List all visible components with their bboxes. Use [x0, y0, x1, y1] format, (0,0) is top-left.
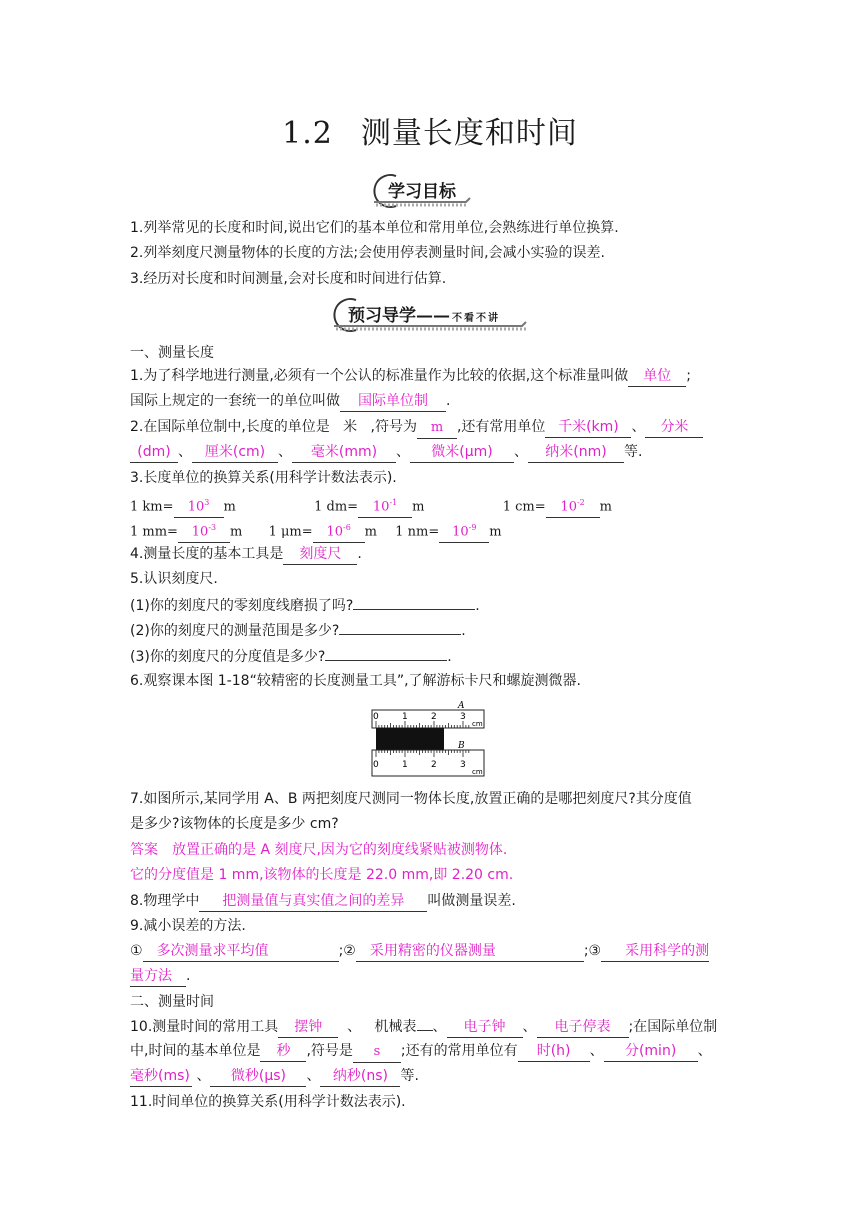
q8-text: 叫做测量误差. — [427, 893, 516, 909]
ruler-a-label: A — [458, 701, 465, 711]
q2-end: 等. — [624, 444, 643, 460]
ruler-tick-label: 2 — [431, 712, 437, 722]
empty-blank — [339, 620, 461, 635]
q2-text: ,还有常用单位 — [456, 419, 546, 435]
question-7-cont: 是多少?该物体的长度是多少 cm? — [130, 816, 339, 832]
conv-base: 10 — [326, 524, 344, 540]
conv-base: 10 — [452, 524, 469, 540]
conv-base: 10 — [560, 499, 577, 515]
answer-7: 答案 放置正确的是 A 刻度尺,因为它的刻度线紧贴被测物体. — [130, 842, 508, 858]
q10-tool: 机械表 — [374, 1019, 417, 1035]
conv-exp: -2 — [576, 498, 585, 507]
question-3: 3.长度单位的换算关系(用科学计数法表示). — [130, 470, 397, 486]
conv-answer — [546, 493, 600, 518]
conv-pre: 1 mm= — [130, 524, 178, 540]
section-heading: 二、测量时间 — [130, 994, 214, 1010]
question-5c: (3)你的刻度尺的分度值是多少? . — [130, 646, 452, 667]
answer-blank: 国际单位制 — [340, 391, 446, 412]
answer-blank: m — [417, 418, 457, 439]
answer-blank: 毫秒(ms) — [130, 1066, 192, 1087]
conv-pre: 1 μm= — [268, 524, 313, 540]
conv-exp: 3 — [204, 498, 210, 507]
title-number: 1.2 — [282, 116, 333, 151]
question-7: 7.如图所示,某同学用 A、B 两把刻度尺测同一物体长度,放置正确的是哪把刻度尺?其分度值 — [130, 791, 692, 807]
goal-item: 1.列举常见的长度和时间,说出它们的基本单位和常用单位,会熟练进行单位换算. — [130, 220, 619, 236]
conv-pre: 1 nm= — [395, 524, 440, 540]
conv-answer — [174, 493, 224, 518]
section-heading: 一、测量长度 — [130, 345, 214, 361]
q10-sep: 、 — [347, 1019, 362, 1035]
q10-text: 10.测量时间的常用工具 — [130, 1019, 279, 1035]
measured-object — [376, 728, 444, 750]
q9-marker: ;② — [338, 943, 356, 959]
conv-exp: -6 — [343, 523, 351, 532]
answer-blank: 电子钟 — [447, 1017, 523, 1038]
question-6: 6.观察课本图 1-18“较精密的长度测量工具”,了解游标卡尺和螺旋测微器. — [130, 673, 581, 689]
question-4 — [130, 544, 362, 565]
answer-blank: 秒 — [260, 1041, 306, 1062]
ruler-tick-label: 1 — [402, 760, 408, 770]
title-text: 测量长度和时间 — [360, 116, 578, 151]
answer-blank: 微秒(μs) — [210, 1066, 306, 1087]
answer-blank: 微米(μm) — [410, 442, 514, 463]
goal-item: 2.列举刻度尺测量物体的长度的方法;会使用停表测量时间,会减小实验的误差. — [130, 245, 605, 261]
conv-base: 10 — [372, 499, 390, 515]
q9-marker: ;③ — [583, 943, 602, 959]
page-title — [0, 108, 860, 152]
question-1-cont — [130, 391, 450, 412]
ruler-tick-label: 0 — [373, 760, 379, 770]
q10-text: ;还有的常用单位有 — [400, 1043, 518, 1059]
q10-text: ,符号是 — [306, 1043, 353, 1059]
q10-sep: 、 — [522, 1019, 537, 1035]
conv-post: m — [412, 499, 425, 515]
banner-label — [348, 301, 500, 326]
ruler-tick-label: 2 — [431, 760, 437, 770]
question-10-cont2: 毫秒(ms) 、 微秒(μs) 、 纳秒(ns) 等. — [130, 1066, 419, 1087]
q4-text: 4.测量长度的基本工具是 — [130, 546, 284, 562]
ruler-figure — [368, 700, 490, 780]
empty-blank — [325, 646, 447, 661]
q10-text: ;在国际单位制 — [628, 1019, 718, 1035]
question-10-cont: 中,时间的基本单位是 秒 ,符号是 s ;还有的常用单位有 时(h) 、 分(min) 、 — [130, 1041, 712, 1063]
answer-7-cont: 它的分度值是 1 mm,该物体的长度是 22.0 mm,即 2.20 cm. — [130, 867, 514, 883]
conv-post: m — [489, 524, 502, 540]
conv-exp: -1 — [389, 498, 398, 507]
conv-exp: -9 — [468, 523, 477, 532]
answer-blank: 纳秒(ns) — [320, 1066, 400, 1087]
conv-post: m — [223, 499, 236, 515]
answer-blank: 分(min) — [604, 1041, 698, 1062]
question-2-cont: (dm) 、 厘米(cm) 、 毫米(mm) 、 微米(μm) 、 纳米(nm) 等. — [130, 442, 642, 463]
ruler-a — [372, 701, 484, 728]
q1-punct: . — [446, 393, 451, 409]
ruler-tick-label: 3 — [460, 712, 466, 722]
q2-unit: 米 — [343, 419, 358, 435]
answer-blank: 刻度尺 — [283, 544, 357, 565]
answer-blank: 采用精密的仪器测量 — [356, 941, 584, 962]
q10-sep: 、 — [432, 1019, 447, 1035]
answer-blank: 电子停表 — [537, 1017, 629, 1038]
banner-main: 预习导学 — [348, 306, 416, 326]
question-5a: (1)你的刻度尺的零刻度线磨损了吗? . — [130, 595, 480, 616]
q1-text: 1.为了科学地进行测量,必须有一个公认的标准量作为比较的依据,这个标准量叫做 — [130, 368, 629, 384]
ruler-b-label: B — [458, 741, 465, 751]
conv-exp: -3 — [208, 523, 217, 532]
question-9-cont — [130, 966, 190, 987]
question-10 — [130, 1016, 717, 1038]
q5a-text: (1)你的刻度尺的零刻度线磨损了吗? — [130, 598, 354, 614]
conv-answer — [313, 518, 365, 543]
conv-base: 10 — [191, 524, 209, 540]
ruler-tick-label: 1 — [402, 712, 408, 722]
q4-punct: . — [357, 546, 362, 562]
answer-blank: 毫米(mm) — [292, 442, 396, 463]
q10-end: 等. — [400, 1068, 419, 1084]
q9-end: . — [186, 968, 191, 984]
question-1 — [130, 366, 691, 387]
banner-learning-goals — [366, 172, 476, 212]
q2-text: 2.在国际单位制中,长度的单位是 — [130, 419, 330, 435]
ruler-a-unit: cm — [472, 720, 483, 728]
conv-answer — [439, 518, 489, 543]
empty-blank — [417, 1016, 433, 1031]
q10-text: 中,时间的基本单位是 — [130, 1043, 261, 1059]
question-8 — [130, 891, 516, 912]
conversion-row-2 — [130, 518, 502, 543]
question-9: 9.减小误差的方法. — [130, 918, 246, 934]
answer-blank: 单位 — [628, 366, 686, 387]
q9-marker: ① — [130, 943, 143, 959]
conv-pre: 1 km= — [130, 499, 174, 515]
answer-blank: 纳米(nm) — [528, 442, 624, 463]
answer-blank: 多次测量求平均值 — [143, 941, 339, 962]
ruler-b-unit: cm — [472, 768, 483, 776]
answer-blank: 把测量值与真实值之间的差异 — [199, 891, 427, 912]
conv-base: 10 — [187, 499, 205, 515]
answer-blank: 厘米(cm) — [192, 442, 278, 463]
conv-pre: 1 cm= — [502, 499, 546, 515]
ruler-tick-label: 0 — [373, 712, 379, 722]
answer-blank: 摆钟 — [278, 1017, 338, 1038]
answer-blank: 千米(km) — [545, 417, 631, 438]
banner-preview-guide — [326, 296, 536, 336]
answer-blank: 分米 — [645, 417, 703, 438]
conv-answer — [358, 493, 412, 518]
q5c-text: (3)你的刻度尺的分度值是多少? — [130, 649, 326, 665]
q1-punct: ; — [686, 368, 691, 384]
banner-dash: —— — [416, 306, 450, 326]
answer-blank: (dm) — [130, 442, 178, 463]
conversion-row-1 — [130, 493, 612, 518]
banner-sub: 不看不讲 — [452, 313, 500, 324]
conv-answer — [178, 518, 230, 543]
answer-blank: s — [353, 1042, 401, 1063]
goal-item: 3.经历对长度和时间测量,会对长度和时间进行估算. — [130, 271, 447, 287]
question-2: 2.在国际单位制中,长度的单位是 米 ,符号为 m ,还有常用单位 千米(km) 、 分米 — [130, 417, 703, 439]
question-9-answers — [130, 941, 709, 962]
q1-text: 国际上规定的一套统一的单位叫做 — [130, 393, 340, 409]
empty-blank — [353, 595, 475, 610]
ruler-tick-label: 3 — [460, 760, 466, 770]
answer-blank: 采用科学的测 — [601, 941, 709, 962]
conv-pre: 1 dm= — [314, 499, 359, 515]
q5b-text: (2)你的刻度尺的测量范围是多少? — [130, 623, 340, 639]
answer-blank: 时(h) — [518, 1041, 590, 1062]
conv-post: m — [229, 524, 243, 540]
q2-text: ,符号为 — [370, 419, 417, 435]
banner-label: 学习目标 — [388, 182, 456, 202]
question-5b: (2)你的刻度尺的测量范围是多少? . — [130, 620, 466, 641]
conv-post: m — [599, 499, 612, 515]
conv-post: m — [364, 524, 377, 540]
question-11: 11.时间单位的换算关系(用科学计数法表示). — [130, 1094, 406, 1110]
question-5: 5.认识刻度尺. — [130, 571, 218, 587]
answer-blank: 量方法 — [130, 966, 186, 987]
q8-text: 8.物理学中 — [130, 893, 200, 909]
